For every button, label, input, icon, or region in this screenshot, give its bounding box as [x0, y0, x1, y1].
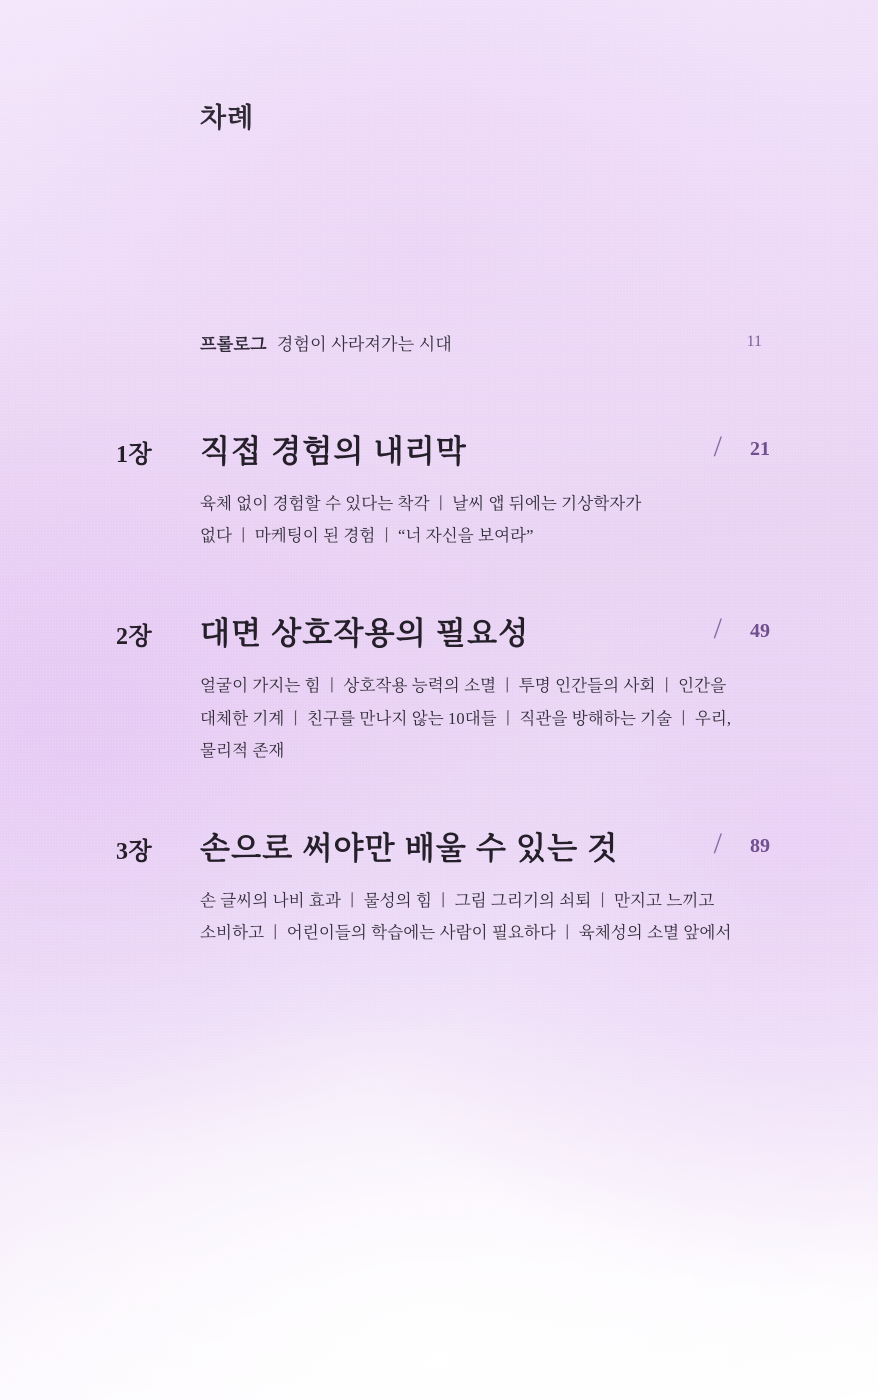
chapter-section-title: 인간을 대체한 기계: [200, 676, 727, 728]
section-separator: 丨: [435, 890, 452, 910]
chapter-1-section-list: [200, 488, 748, 552]
chapter-section-title: 그림 그리기의 쇠퇴: [454, 890, 592, 910]
chapter-section-title: 육체성의 소멸 앞에서: [578, 923, 732, 943]
toc-entry-chapter-3[interactable]: [110, 827, 770, 949]
section-separator: 丨: [344, 890, 361, 910]
chapter-2-header: [110, 612, 770, 660]
chapter-section-title: 직관을 방해하는 기술: [519, 708, 673, 728]
prologue-label: 프롤로그: [200, 335, 267, 354]
toc-entry-prologue[interactable]: [200, 330, 762, 370]
section-separator: 丨: [323, 676, 341, 696]
chapter-2-number: 2장: [116, 624, 153, 651]
chapter-3-number: 3장: [116, 838, 153, 865]
section-separator: 丨: [559, 923, 576, 943]
section-separator: 丨: [499, 708, 517, 728]
chapter-section-title: 친구를 만나지 않는 10대들: [307, 708, 497, 728]
chapter-section-title: “너 자신을 보여라”: [398, 526, 534, 546]
section-separator: 丨: [235, 526, 252, 546]
chapter-section-title: 손 글씨의 나비 효과: [200, 890, 341, 910]
prologue-page-number: 11: [746, 333, 762, 350]
section-separator: 丨: [594, 890, 611, 910]
page-title: 차례: [200, 103, 255, 133]
chapter-3-header: [110, 827, 770, 875]
chapter-section-title: 우리, 물리적 존재: [200, 708, 732, 760]
chapter-section-title: 날씨 앱 뒤에는 기상학자가 없다: [200, 494, 642, 546]
chapter-3-page-number: 89: [750, 834, 770, 857]
chapter-section-title: 만지고 느끼고 소비하고: [200, 890, 715, 943]
chapter-3-section-list: [200, 885, 748, 949]
chapter-3-slash-icon: /: [713, 826, 722, 860]
chapter-1-title: 직접 경험의 내리막: [200, 434, 468, 469]
toc-entry-chapter-1[interactable]: [110, 430, 770, 552]
section-separator: 丨: [658, 676, 676, 696]
chapter-section-title: 상호작용 능력의 소멸: [343, 676, 497, 696]
chapter-2-page-number: 49: [750, 620, 770, 643]
chapter-section-title: 물성의 힘: [363, 890, 432, 910]
chapter-2-title: 대면 상호작용의 필요성: [200, 616, 530, 652]
section-separator: 丨: [675, 708, 692, 728]
toc-entry-chapter-2[interactable]: [110, 612, 770, 767]
chapter-section-title: 마케팅이 된 경험: [254, 526, 376, 546]
prologue-title: 경험이 사라져가는 시대: [276, 335, 453, 354]
table-of-contents: [110, 330, 770, 949]
chapter-2-slash-icon: /: [713, 612, 722, 646]
chapter-3-title: 손으로 써야만 배울 수 있는 것: [200, 830, 619, 866]
chapter-section-title: 육체 없이 경험할 수 있다는 착각: [200, 494, 430, 513]
chapter-section-title: 얼굴이 가지는 힘: [200, 676, 321, 696]
chapter-1-slash-icon: /: [713, 430, 722, 463]
section-separator: 丨: [287, 708, 305, 728]
chapter-1-header: [110, 430, 770, 478]
chapter-section-title: 어린이들의 학습에는 사람이 필요하다: [286, 923, 557, 943]
section-separator: 丨: [432, 494, 450, 513]
section-separator: 丨: [378, 526, 396, 546]
chapter-1-number: 1장: [116, 442, 153, 468]
chapter-1-page-number: 21: [750, 438, 770, 460]
chapter-section-title: 투명 인간들의 사회: [518, 676, 656, 696]
chapter-2-section-list: [200, 670, 748, 767]
section-separator: 丨: [499, 676, 516, 696]
section-separator: 丨: [267, 923, 284, 943]
